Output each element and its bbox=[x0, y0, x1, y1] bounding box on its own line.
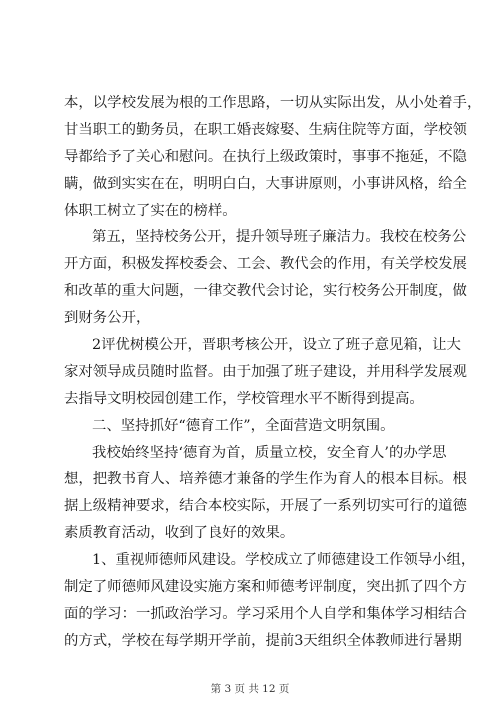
paragraph-start-line: 我校始终坚持‘德育为首，质量立校，安全育人’的办学思 bbox=[92, 444, 447, 461]
text-line: 家对领导成员随时监督。由于加强了班子建设，并用科学发展观 bbox=[64, 363, 467, 380]
text-line: 开方面，积极发挥校委会、工会、教代会的作用，有关学校发展 bbox=[64, 256, 467, 273]
text-line: 体职工树立了实在的榜样。 bbox=[64, 202, 237, 219]
body-text bbox=[64, 90, 482, 655]
text-line: 到财务公开， bbox=[64, 310, 151, 327]
section-heading: 二、坚持抓好“德育工作”，全面营造文明氛围。 bbox=[92, 417, 395, 434]
page-footer: 第 3 页 共 12 页 bbox=[210, 683, 290, 695]
text-line: 面的学习：一抓政治学习。学习采用个人自学和集体学习相结合 bbox=[64, 605, 467, 622]
text-line: 素质教育活动，收到了良好的效果。 bbox=[64, 525, 295, 542]
text-line: 的方式，学校在每学期开学前，提前3天组织全体教师进行暑期 bbox=[64, 632, 462, 649]
text-line: 本，以学校发展为根的工作思路，一切从实际出发，从小处着手， bbox=[64, 95, 482, 111]
paragraph-start-line: 第五，坚持校务公开，提升领导班子廉洁力。我校在校务公 bbox=[92, 229, 467, 246]
paragraph-start-line: 1、重视师德师风建设。学校成立了师德建设工作领导小组， bbox=[92, 552, 476, 569]
text-line: 导都给予了关心和慰问。在执行上级政策时，事事不拖延，不隐 bbox=[64, 148, 467, 165]
text-line: 瞒，做到实实在在，明明白白，大事讲原则，小事讲风格，给全 bbox=[64, 175, 467, 192]
text-line: 去指导文明校园创建工作，学校管理水平不断得到提高。 bbox=[64, 390, 424, 407]
text-line: 想，把教书育人、培养德才兼备的学生作为育人的根本目标。根 bbox=[64, 471, 467, 488]
paragraph-start-line: 2评优树模公开，晋职考核公开，设立了班子意见箱，让大 bbox=[92, 337, 461, 354]
text-line: 据上级精神要求，结合本校实际，开展了一系列切实可行的道德 bbox=[64, 498, 467, 515]
text-line: 和改革的重大问题，一律交教代会讨论，实行校务公开制度，做 bbox=[64, 283, 467, 300]
text-line: 甘当职工的勤务员，在职工婚丧嫁娶、生病住院等方面，学校领 bbox=[64, 121, 467, 138]
text-line: 制定了师德师风建设实施方案和师德考评制度，突出抓了四个方 bbox=[64, 579, 467, 596]
